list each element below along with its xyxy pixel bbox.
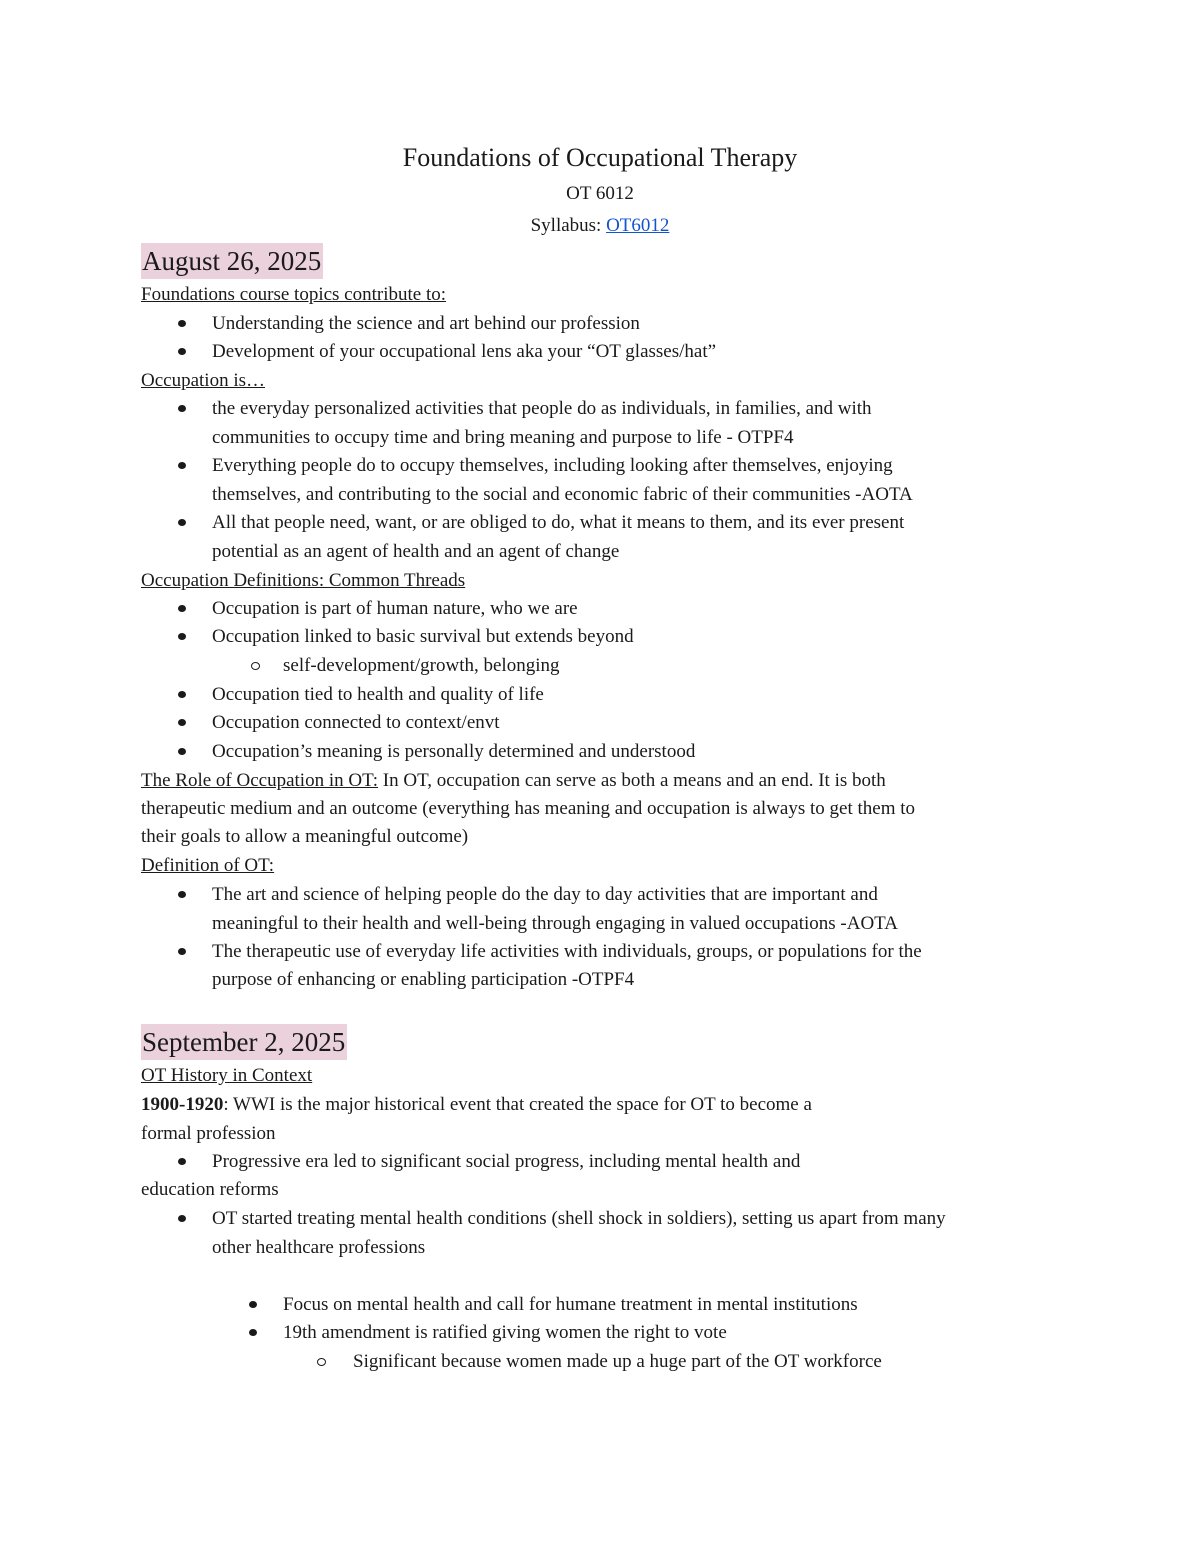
role-text: In OT, occupation can serve as both a means and an end. It is both bbox=[378, 770, 886, 791]
list-item: Occupation tied to health and quality of life bbox=[212, 684, 544, 705]
sub-list-item: self-development/growth, belonging bbox=[283, 655, 560, 676]
document-title: Foundations of Occupational Therapy bbox=[402, 143, 798, 172]
list-item: Understanding the science and art behind our profession bbox=[212, 313, 640, 334]
sub-bullet-icon bbox=[317, 1358, 326, 1366]
bullet-icon bbox=[178, 633, 186, 640]
bullet-icon bbox=[178, 519, 186, 526]
list-item: 19th amendment is ratified giving women the right to vote bbox=[283, 1322, 727, 1343]
bullet-icon bbox=[178, 462, 186, 469]
role-paragraph-line: therapeutic medium and an outcome (everything has meaning and occupation is always to get them to bbox=[141, 798, 916, 819]
course-code: OT 6012 bbox=[566, 183, 634, 204]
occupation-label: Occupation is… bbox=[141, 370, 266, 391]
bullet-icon bbox=[178, 605, 186, 612]
sub-bullet-icon bbox=[251, 662, 260, 670]
era-line-continued: formal profession bbox=[141, 1123, 276, 1144]
definition-label: Definition of OT: bbox=[141, 855, 275, 876]
bullet-icon bbox=[178, 320, 186, 327]
role-paragraph-line bbox=[141, 767, 886, 795]
list-item: The therapeutic use of everyday life activities with individuals, groups, or populations for the bbox=[212, 941, 922, 962]
list-item: Occupation is part of human nature, who we are bbox=[212, 598, 578, 619]
syllabus-line bbox=[0, 212, 1200, 240]
bullet-icon bbox=[178, 719, 186, 726]
list-item-continued: meaningful to their health and well-being through engaging in valued occupations -AOTA bbox=[212, 913, 898, 934]
list-item: Occupation linked to basic survival but extends beyond bbox=[212, 626, 634, 647]
list-item-continued: potential as an agent of health and an agent of change bbox=[212, 541, 620, 562]
list-item: OT started treating mental health conditions (shell shock in soldiers), setting us apart from many bbox=[212, 1208, 946, 1229]
list-item: All that people need, want, or are obliged to do, what it means to them, and its ever present bbox=[212, 512, 905, 533]
era-range: 1900-1920 bbox=[141, 1094, 224, 1115]
era-text: : WWI is the major historical event that created the space for OT to become a bbox=[223, 1094, 812, 1115]
topics-label: Foundations course topics contribute to: bbox=[141, 284, 447, 305]
role-label: The Role of Occupation in OT: bbox=[141, 770, 379, 791]
list-item: Everything people do to occupy themselves, including looking after themselves, enjoying bbox=[212, 455, 893, 476]
list-item-continued: education reforms bbox=[141, 1179, 279, 1200]
bullet-icon bbox=[178, 948, 186, 955]
era-line bbox=[141, 1091, 812, 1119]
list-item-continued: communities to occupy time and bring meaning and purpose to life - OTPF4 bbox=[212, 427, 794, 448]
bullet-icon bbox=[249, 1329, 257, 1336]
syllabus-label: Syllabus: bbox=[530, 215, 607, 236]
list-item: Occupation’s meaning is personally determined and understood bbox=[212, 741, 696, 762]
list-item: Occupation connected to context/envt bbox=[212, 712, 500, 733]
list-item-continued: other healthcare professions bbox=[212, 1237, 426, 1258]
bullet-icon bbox=[178, 1215, 186, 1222]
syllabus-link[interactable]: OT6012 bbox=[606, 215, 670, 236]
bullet-icon bbox=[178, 891, 186, 898]
list-item: The art and science of helping people do the day to day activities that are important and bbox=[212, 884, 878, 905]
bullet-icon bbox=[178, 748, 186, 755]
list-item: the everyday personalized activities that people do as individuals, in families, and with bbox=[212, 398, 872, 419]
bullet-icon bbox=[178, 691, 186, 698]
list-item: Progressive era led to significant social progress, including mental health and bbox=[212, 1151, 801, 1172]
list-item: Development of your occupational lens aka your “OT glasses/hat” bbox=[212, 341, 717, 362]
role-paragraph-line: their goals to allow a meaningful outcome) bbox=[141, 826, 469, 847]
bullet-icon bbox=[178, 1158, 186, 1165]
bullet-icon bbox=[249, 1301, 257, 1308]
bullet-icon bbox=[178, 405, 186, 412]
list-item-continued: themselves, and contributing to the social and economic fabric of their communities -AOTA bbox=[212, 484, 913, 505]
threads-label: Occupation Definitions: Common Threads bbox=[141, 570, 466, 591]
list-item: Focus on mental health and call for humane treatment in mental institutions bbox=[283, 1294, 858, 1315]
sub-list-item: Significant because women made up a huge part of the OT workforce bbox=[353, 1351, 882, 1372]
section-heading-sep-2: September 2, 2025 bbox=[141, 1024, 347, 1060]
list-item-continued: purpose of enhancing or enabling participation -OTPF4 bbox=[212, 969, 635, 990]
section-heading-aug-26: August 26, 2025 bbox=[141, 243, 323, 279]
history-label: OT History in Context bbox=[141, 1065, 313, 1086]
bullet-icon bbox=[178, 348, 186, 355]
